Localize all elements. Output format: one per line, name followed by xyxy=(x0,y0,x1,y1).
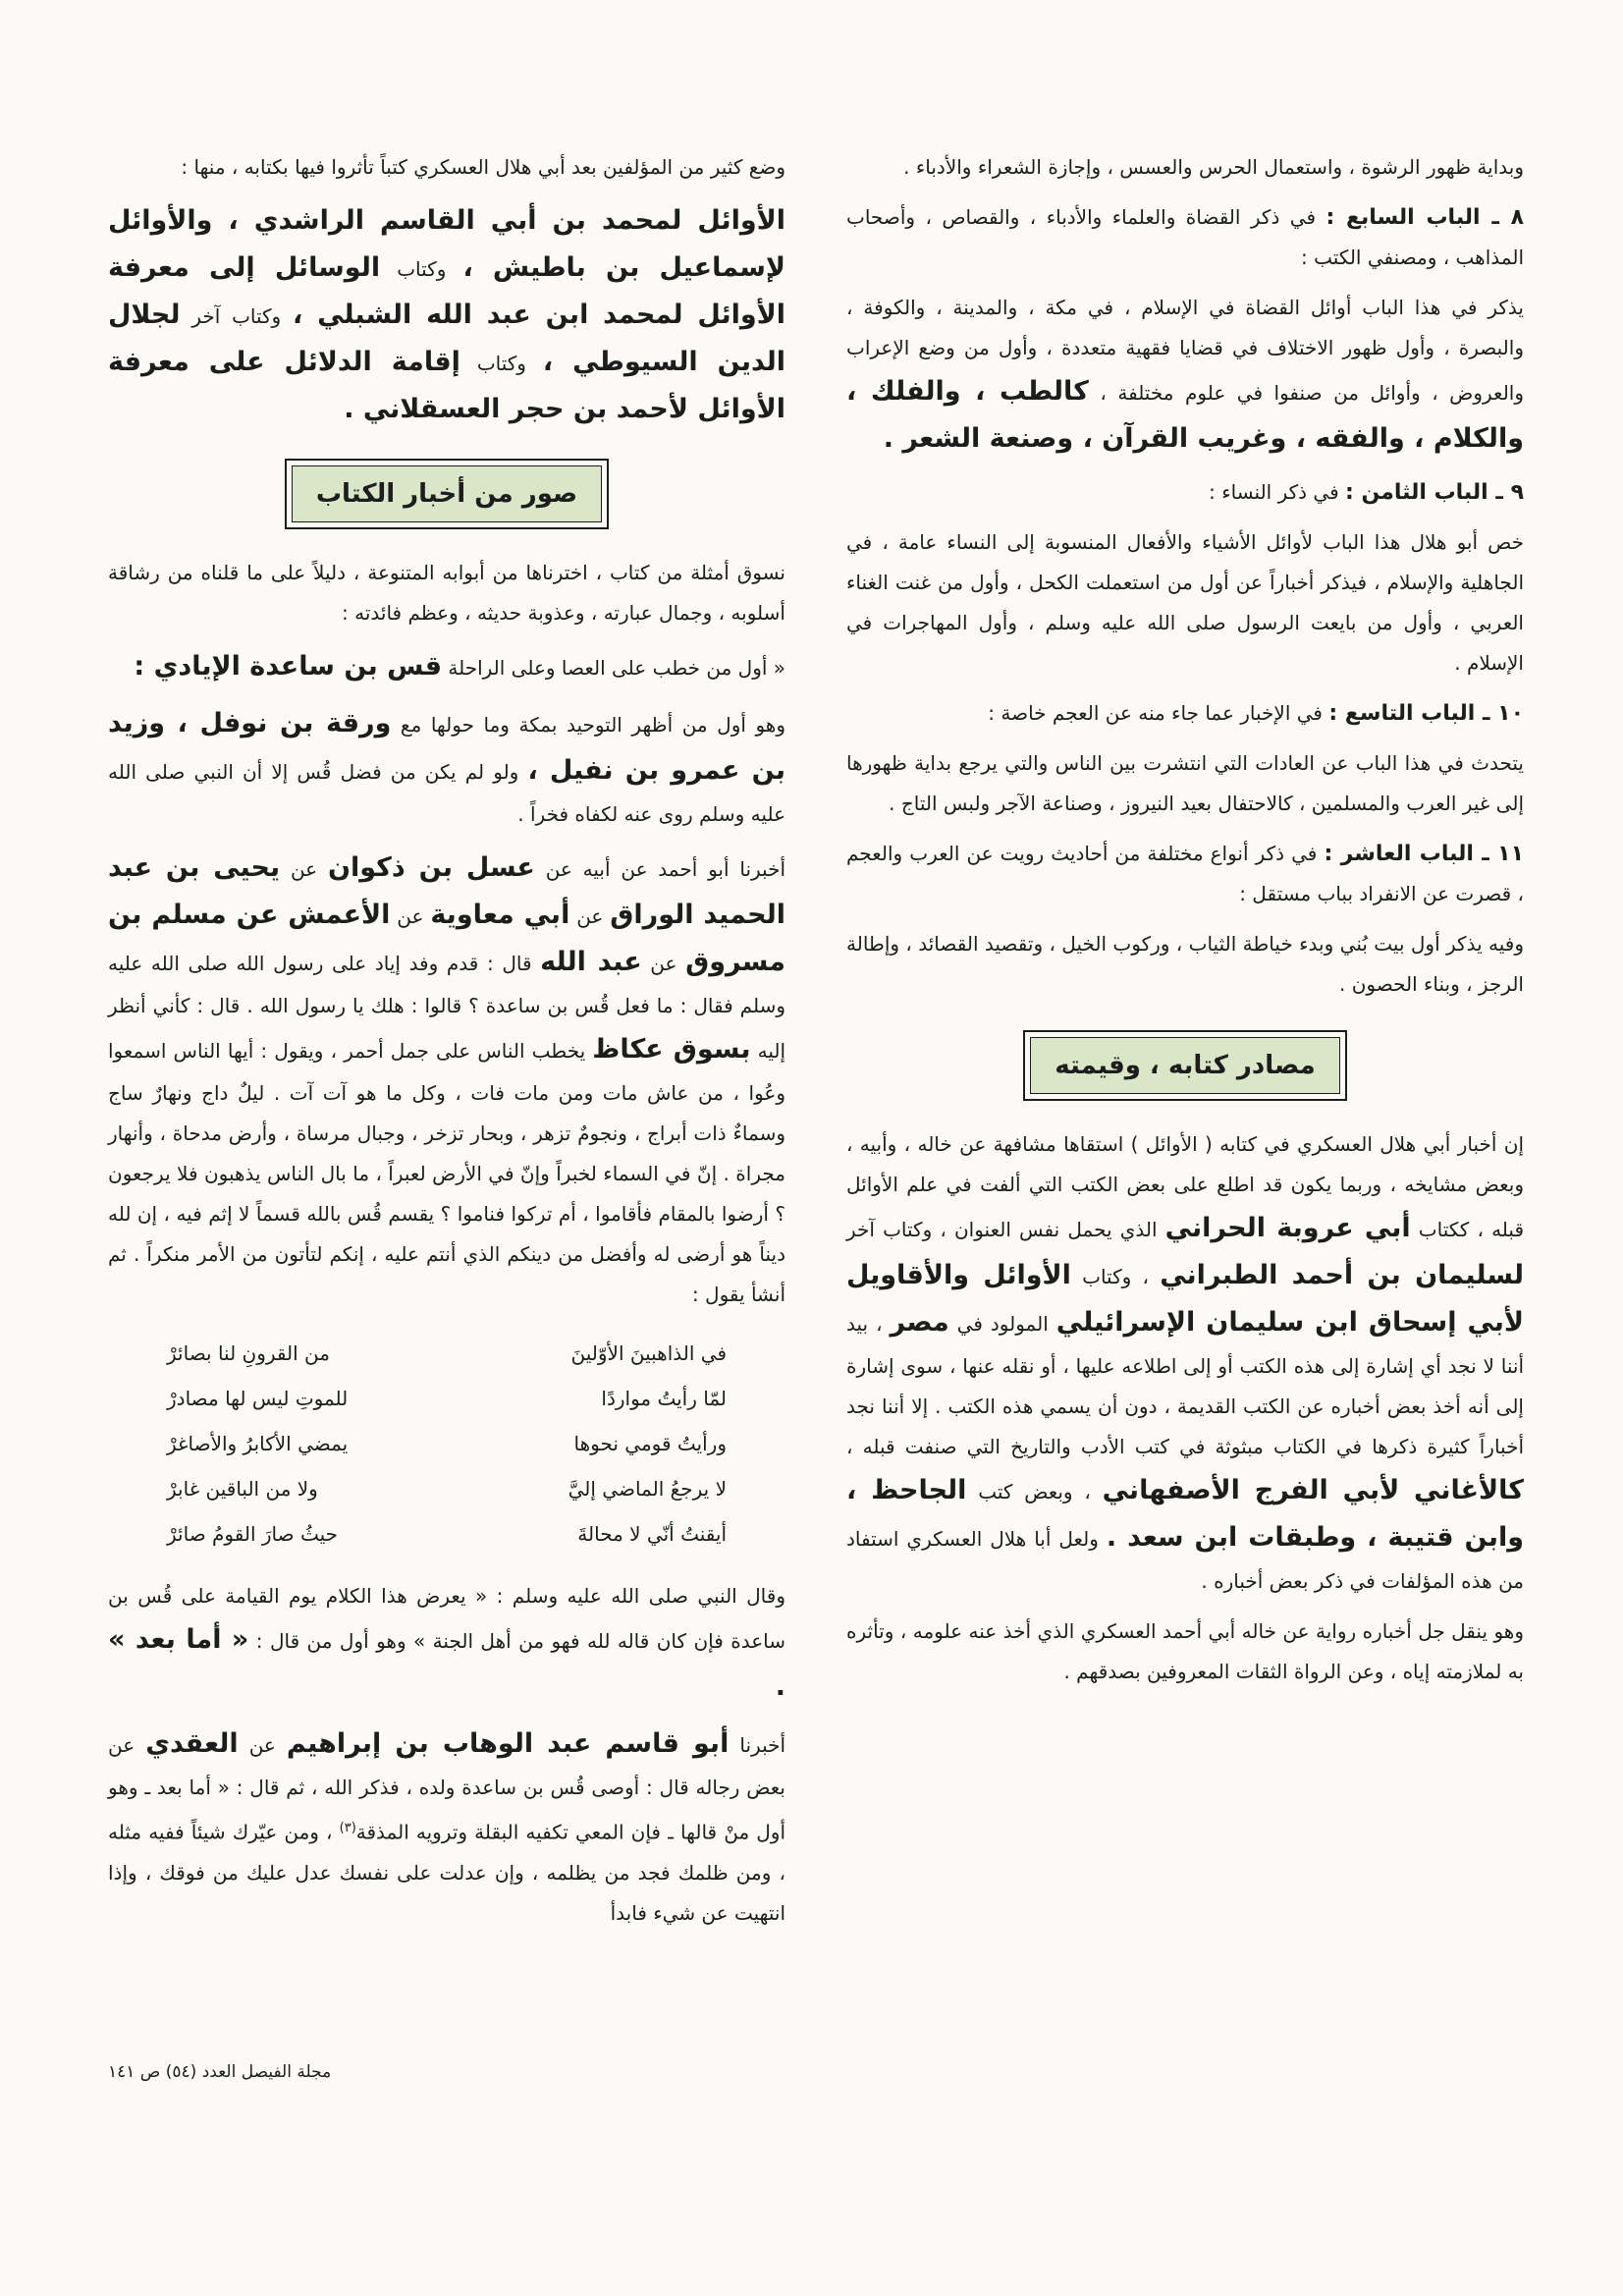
chapter-11: ١١ ـ الباب العاشر : في ذكر أنواع مختلفة من أحاديث رويت عن العرب والعجم ، قصرت عن الانفراد بباب مستقل : xyxy=(846,842,1525,905)
paragraph: يتحدث في هذا الباب عن العادات التي انتشرت بين الناس والتي يرجع بداية ظهورها إلى غير العرب والمسلمين ، كالاحتفال بعيد النيروز ، وصناعة الآجر ولبس التاج . xyxy=(846,751,1524,815)
paragraph: وهو أول من أظهر التوحيد بمكة وما حولها مع ورقة بن نوفل ، وزيد بن عمرو بن نفيل ، ولو لم يكن من فضل قُس إلا أن النبي صلى الله عليه وسلم روى عنه لكفاه فخراً . xyxy=(108,708,786,826)
poem-verse: ورأيتُ قومي نحوها يمضي الأكابرُ والأصاغرْ xyxy=(167,1432,727,1455)
poem-verse: لا يرجعُ الماضي إليَّ ولا من الباقين غابرْ xyxy=(167,1477,727,1501)
left-column xyxy=(108,147,785,1943)
chapter-title: ٨ ـ الباب السابع : xyxy=(1325,205,1525,230)
poem-verse: لمّا رأيتُ مواردًا للموتِ ليس لها مصادرْ xyxy=(167,1387,727,1410)
poem xyxy=(167,1331,727,1557)
section-heading: صور من أخبار الكتاب xyxy=(292,465,602,522)
paragraph: نسوق أمثلة من كتاب ، اخترناها من أبوابه المتنوعة ، دليلاً على ما قلناه من رشاقة أسلوبه ، وجمال عبارته ، وعذوبة حديثه ، وعظم فائدته : xyxy=(108,561,785,625)
section-heading-box xyxy=(108,459,785,529)
chapter-10: ١٠ ـ الباب التاسع : في الإخبار عما جاء منه عن العجم خاصة : xyxy=(988,701,1524,726)
section-heading: مصادر كتابه ، وقيمته xyxy=(1030,1037,1339,1094)
footnote-marker: (٣) xyxy=(339,1821,356,1835)
paragraph: وقال النبي صلى الله عليه وسلم : « يعرض هذا الكلام يوم القيامة على قُس بن ساعدة فإن كان قاله لله فهو من أهل الجنة » وهو أول من قال : « أما بعد » . xyxy=(108,1584,785,1702)
right-column xyxy=(846,147,1524,1702)
paragraph: الأوائل لمحمد بن أبي القاسم الراشدي ، والأوائل لإسماعيل بن باطيش ، وكتاب الوسائل إلى معرفة الأوائل لمحمد ابن عبد الله الشبلي ، وكتاب آخر لجلال الدين السيوطي ، وكتاب إقامة الدلائل على معرفة الأوائل لأحمد بن حجر العسقلاني . xyxy=(108,205,786,424)
paragraph: أخبرنا أبو أحمد عن أبيه عن عسل بن ذكوان عن يحيى بن عبد الحميد الوراق عن أبي معاوية عن الأعمش عن مسلم بن مسروق عن عبد الله قال : قدم وفد إياد على رسول الله صلى الله عليه وسلم فقال : ما فعل قُس بن ساعدة ؟ قالوا : هلك يا رسول الله . قال : كأني أنظر إليه بسوق عكاظ يخطب الناس على جمل أحمر ، ويقول : أيها الناس اسمعوا وعُوا ، من عاش مات ومن مات فات ، وكل ما هو آت آت . ليلٌ داج ونهارٌ ساج وسماءٌ ذات أبراج ، ونجومٌ تزهر ، وبحار تزخر ، وجبال مرساة ، وأرض مدحاة ، وأنهار مجراة . إنّ في السماء لخبراً وإنّ في الأرض لعبراً ، ما بال الناس يذهبون فلا يرجعون ؟ أرضوا بالمقام فأقاموا ، أم تركوا فناموا ؟ يقسم قُس بالله قسماً لا إثم فيه ، إن لله ديناً هو أرضى له وأفضل من دينكم الذي أنتم عليه ، إنكم لتأتون من الأمر منكراً . ثم أنشأ يقول : xyxy=(108,852,786,1306)
poem-verse: في الذاهبينَ الأوّلينَ من القرونِ لنا بصائرْ xyxy=(167,1341,727,1365)
paragraph: خص أبو هلال هذا الباب لأوائل الأشياء والأفعال المنسوبة إلى النساء عامة ، في الجاهلية والإسلام ، فيذكر أخباراً عن أول من استعملت الكحل ، وأول من غنت الغناء العربي ، وأول من بايعت الرسول صلى الله عليه وسلم ، وأول المهاجرات في الإسلام . xyxy=(846,530,1524,675)
page-footer: مجلة الفيصل العدد (٥٤) ص ١٤١ xyxy=(108,2062,332,2082)
chapter-title: ١٠ ـ الباب التاسع : xyxy=(1328,701,1524,726)
paragraph: « أول من خطب على العصا وعلى الراحلة قس بن ساعدة الإيادي : xyxy=(134,651,785,682)
paragraph: أخبرنا أبو قاسم عبد الوهاب بن إبراهيم عن العقدي عن بعض رجاله قال : أوصى قُس بن ساعدة ولده ، فذكر الله ، ثم قال : « أما بعد ـ وهو أول منْ قالها ـ فإن المعي تكفيه البقلة وترويه المذقة$^{(٣)}$ ، ومن عيّرك شيئاً ففيه مثله ، ومن ظلمك فجد من يظلمه ، وإن عدلت على نفسك عدل عليك من فوقك ، وإذا انتهيت عن شيء فابدأ xyxy=(108,1728,786,1925)
poem-verse: أيقنتُ أنّي لا محالةَ حيثُ صارَ القومُ صائرْ xyxy=(167,1522,727,1546)
paragraph: يذكر في هذا الباب أوائل القضاة في الإسلام ، في مكة ، والمدينة ، والكوفة ، والبصرة ، وأول ظهور الاختلاف في قضايا فقهية متعددة ، وأول من وضع الإعراب والعروض ، وأوائل من صنفوا في علوم مختلفة ، كالطب ، والفلك ، والكلام ، والفقه ، وغريب القرآن ، وصنعة الشعر . xyxy=(846,296,1524,454)
paragraph: وبداية ظهور الرشوة ، واستعمال الحرس والعسس ، وإجازة الشعراء والأدباء . xyxy=(903,155,1524,179)
paragraph: وضع كثير من المؤلفين بعد أبي هلال العسكري كتباً تأثروا فيها بكتابه ، منها : xyxy=(181,155,785,179)
chapter-8: ٨ ـ الباب السابع : في ذكر القضاة والعلماء والأدباء ، والقصاص ، وأصحاب المذاهب ، ومصنفي الكتب : xyxy=(846,205,1525,269)
paragraph: وهو ينقل جل أخباره رواية عن خاله أبي أحمد العسكري الذي أخذ عنه علومه ، وتأثره به لملازمته إياه ، وعن الرواة الثقات المعروفين بصدقهم . xyxy=(846,1619,1524,1683)
paragraph: وفيه يذكر أول بيت بُني وبدء خياطة الثياب ، وركوب الخيل ، وتقصيد القصائد ، وإطالة الرجز ، وبناء الحصون . xyxy=(846,932,1524,996)
paragraph: إن أخبار أبي هلال العسكري في كتابه ( الأوائل ) استقاها مشافهة عن خاله ، وأبيه ، وبعض مشايخه ، وربما يكون قد اطلع على بعض الكتب التي ألفت في علم الأوائل قبله ، ككتاب أبي عروبة الحراني الذي يحمل نفس العنوان ، وكتاب آخر لسليمان بن أحمد الطبراني ، وكتاب الأوائل والأقاويل لأبي إسحاق ابن سليمان الإسرائيلي المولود في مصر ، بيد أننا لا نجد أي إشارة إلى هذه الكتب أو إلى اطلاعه عليها ، أو نقله عنها ، سوى إشارة إلى أنه أخذ بعض أخباره عن الكتب القديمة ، دون أن يسمي هذه الكتب . إلا أننا نجد أخباراً كثيرة ذكرها في الكتاب مبثوثة في كتب الأدب والتاريخ التي صنفت قبله ، كالأغاني لأبي الفرج الأصفهاني ، وبعض كتب الجاحظ ، وابن قتيبة ، وطبقات ابن سعد . ولعل أبا هلال العسكري استفاد من هذه المؤلفات في ذكر بعض أخباره . xyxy=(846,1132,1525,1593)
chapter-title: ١١ ـ الباب العاشر : xyxy=(1324,842,1525,866)
chapter-title: ٩ ـ الباب الثامن : xyxy=(1344,480,1524,505)
chapter-9: ٩ ـ الباب الثامن : في ذكر النساء : xyxy=(1209,480,1524,505)
section-heading-box xyxy=(846,1030,1524,1101)
